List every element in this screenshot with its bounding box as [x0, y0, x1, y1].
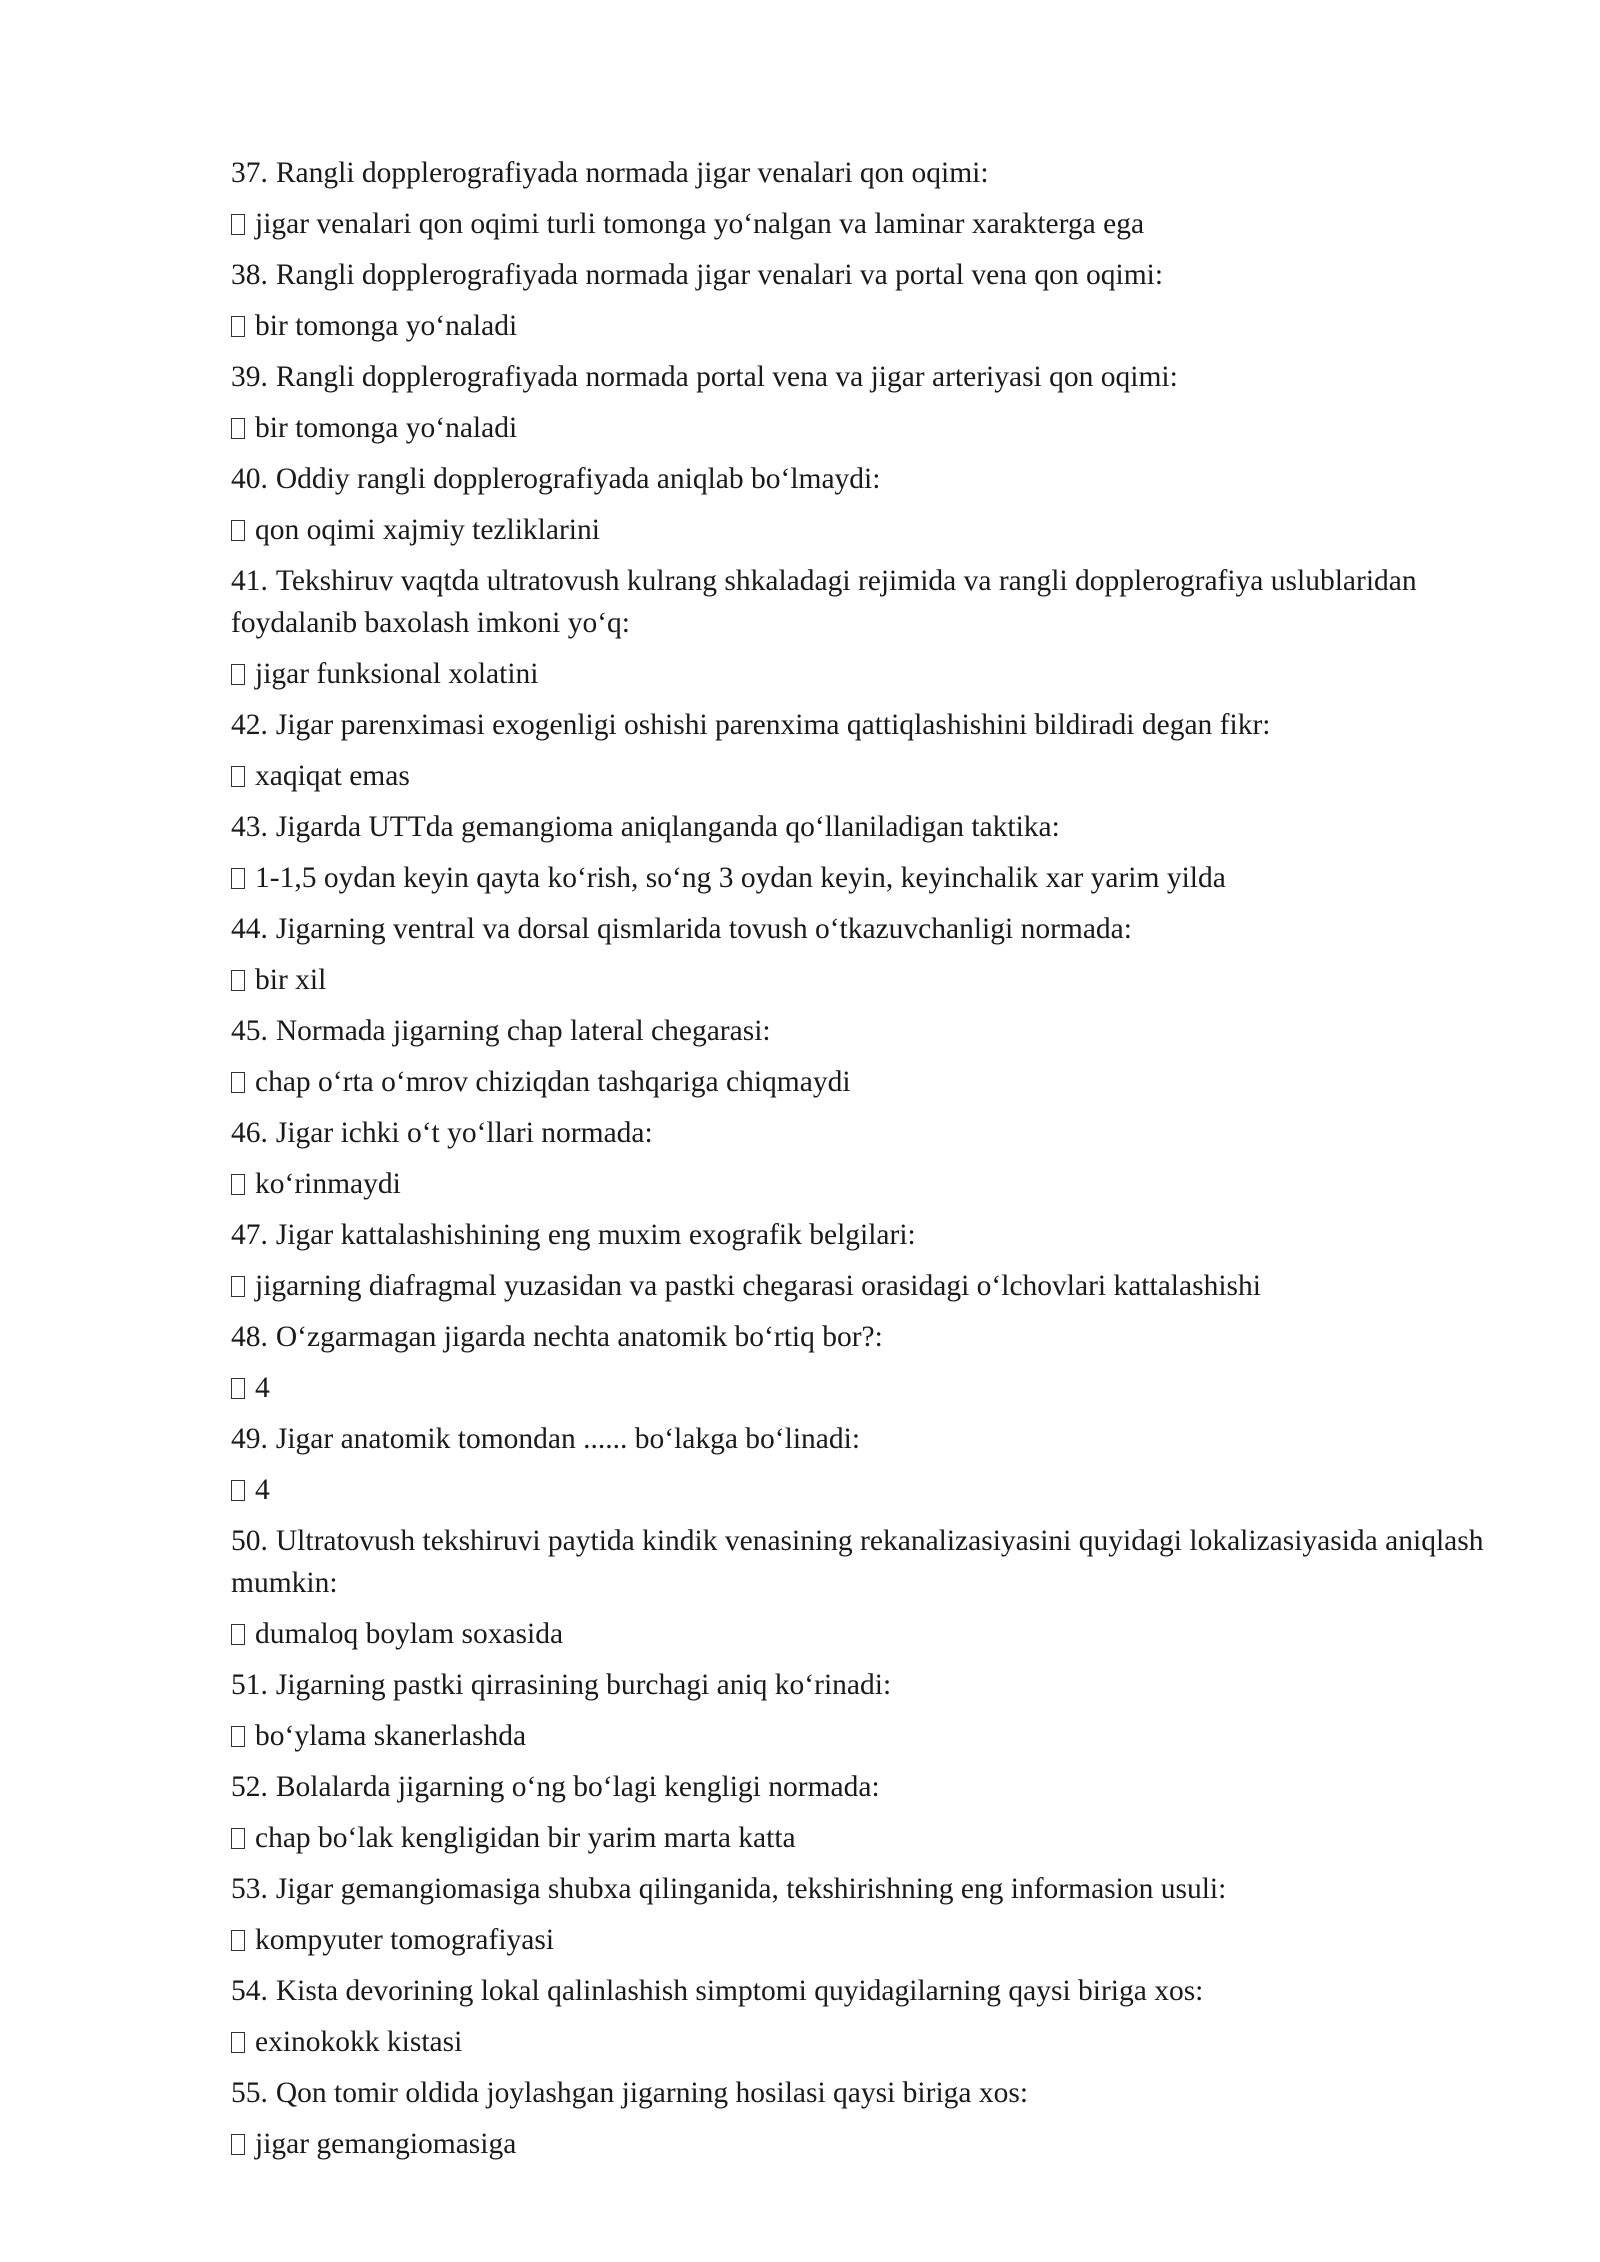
question-text — [231, 2068, 1511, 2119]
answer-box-icon — [231, 214, 245, 235]
question-label: Rangli dopplerografiyada normada jigar venalari qon oqimi: — [275, 157, 989, 189]
answer-box-icon — [231, 418, 245, 439]
answer-line — [231, 403, 1511, 454]
question-label: Jigar gemangiomasiga shubxa qilinganida, tekshirishning eng informasion usuli: — [275, 1873, 1227, 1905]
answer-text: bir tomonga yo‘naladi — [255, 310, 518, 342]
answer-line — [231, 1159, 1511, 1210]
question-text — [231, 1864, 1511, 1915]
question-number: 53. — [231, 1873, 268, 1905]
answer-text: chap o‘rta o‘mrov chiziqdan tashqariga chiqmaydi — [255, 1066, 851, 1098]
question-text — [231, 454, 1511, 505]
question-label: Jigarning pastki qirrasining burchagi aniq ko‘rinadi: — [275, 1669, 892, 1701]
answer-box-icon — [231, 766, 245, 787]
question-number: 40. — [231, 463, 268, 495]
question-label: O‘zgarmagan jigarda nechta anatomik bo‘rtiq bor?: — [275, 1321, 883, 1353]
answer-text: kompyuter tomografiyasi — [255, 1924, 555, 1956]
question-block — [231, 904, 1511, 1006]
question-number: 52. — [231, 1771, 268, 1803]
answer-line — [231, 301, 1511, 352]
question-number: 42. — [231, 709, 268, 741]
answer-box-icon — [231, 520, 245, 541]
answer-text: 1-1,5 oydan keyin qayta ko‘rish, so‘ng 3 oydan keyin, keyinchalik xar yarim yilda — [255, 862, 1226, 894]
question-number: 48. — [231, 1321, 268, 1353]
question-label: Qon tomir oldida joylashgan jigarning hosilasi qaysi biriga xos: — [275, 2077, 1029, 2109]
question-label: Bolalarda jigarning o‘ng bo‘lagi kengligi normada: — [275, 1771, 880, 1803]
answer-box-icon — [231, 1726, 245, 1747]
answer-box-icon — [231, 1276, 245, 1297]
question-text — [231, 148, 1511, 199]
question-number: 37. — [231, 157, 268, 189]
question-label: Jigar kattalashishining eng muxim exografik belgilari: — [275, 1219, 916, 1251]
question-number: 47. — [231, 1219, 268, 1251]
question-number: 44. — [231, 913, 268, 945]
answer-box-icon — [231, 2134, 245, 2155]
question-label: Jigarda UTTda gemangioma aniqlanganda qo‘llaniladigan taktika: — [275, 811, 1060, 843]
question-number: 41. — [231, 565, 268, 597]
question-number: 46. — [231, 1117, 268, 1149]
answer-line — [231, 2017, 1511, 2068]
answer-text: ko‘rinmaydi — [255, 1168, 401, 1200]
question-text — [231, 250, 1511, 301]
question-text — [231, 1966, 1511, 2017]
question-label: Jigar parenximasi exogenligi oshishi parenxima qattiqlashishini bildiradi degan fikr: — [275, 709, 1271, 741]
question-label: Tekshiruv vaqtda ultratovush kulrang shkaladagi rejimida va rangli dopplerografiya uslublaridan foydalanib baxolash imkoni yo‘q: — [231, 565, 1417, 639]
question-block — [231, 1210, 1511, 1312]
question-number: 50. — [231, 1525, 268, 1557]
question-number: 49. — [231, 1423, 268, 1455]
question-block — [231, 1108, 1511, 1210]
question-text — [231, 802, 1511, 853]
answer-box-icon — [231, 2032, 245, 2053]
question-list — [231, 148, 1511, 2170]
question-block — [231, 454, 1511, 556]
question-number: 54. — [231, 1975, 268, 2007]
question-block — [231, 1762, 1511, 1864]
answer-text: 4 — [255, 1474, 270, 1506]
question-label: Oddiy rangli dopplerografiyada aniqlab bo‘lmaydi: — [275, 463, 881, 495]
question-text — [231, 1414, 1511, 1465]
answer-line — [231, 955, 1511, 1006]
question-label: Jigar ichki o‘t yo‘llari normada: — [275, 1117, 653, 1149]
question-block — [231, 1864, 1511, 1966]
answer-box-icon — [231, 664, 245, 685]
answer-text: qon oqimi xajmiy tezliklarini — [255, 514, 600, 546]
answer-text: chap bo‘lak kengligidan bir yarim marta katta — [255, 1822, 796, 1854]
answer-line — [231, 853, 1511, 904]
question-label: Rangli dopplerografiyada normada jigar venalari va portal vena qon oqimi: — [275, 259, 1164, 291]
answer-line — [231, 199, 1511, 250]
question-text — [231, 1516, 1511, 1609]
question-number: 55. — [231, 2077, 268, 2109]
question-block — [231, 1414, 1511, 1516]
answer-line — [231, 1261, 1511, 1312]
answer-line — [231, 1915, 1511, 1966]
question-text — [231, 556, 1511, 649]
answer-box-icon — [231, 316, 245, 337]
answer-box-icon — [231, 1378, 245, 1399]
question-block — [231, 1966, 1511, 2068]
answer-line — [231, 505, 1511, 556]
answer-line — [231, 1363, 1511, 1414]
question-text — [231, 352, 1511, 403]
question-text — [231, 1006, 1511, 1057]
question-text — [231, 904, 1511, 955]
question-number: 39. — [231, 361, 268, 393]
question-text — [231, 1108, 1511, 1159]
answer-text: jigar venalari qon oqimi turli tomonga yo‘nalgan va laminar xarakterga ega — [255, 208, 1145, 240]
question-block — [231, 802, 1511, 904]
answer-text: dumaloq boylam soxasida — [255, 1618, 564, 1650]
question-text — [231, 1210, 1511, 1261]
answer-text: jigar gemangiomasiga — [255, 2128, 517, 2160]
answer-box-icon — [231, 1624, 245, 1645]
question-number: 43. — [231, 811, 268, 843]
question-text — [231, 700, 1511, 751]
question-block — [231, 1312, 1511, 1414]
question-block — [231, 700, 1511, 802]
answer-box-icon — [231, 868, 245, 889]
answer-text: bir xil — [255, 964, 327, 996]
question-text — [231, 1762, 1511, 1813]
question-text — [231, 1660, 1511, 1711]
answer-line — [231, 1609, 1511, 1660]
question-label: Rangli dopplerografiyada normada portal vena va jigar arteriyasi qon oqimi: — [275, 361, 1178, 393]
answer-text: bo‘ylama skanerlashda — [255, 1720, 527, 1752]
question-label: Jigarning ventral va dorsal qismlarida tovush o‘tkazuvchanligi normada: — [275, 913, 1132, 945]
answer-text: exinokokk kistasi — [255, 2026, 463, 2058]
answer-box-icon — [231, 970, 245, 991]
answer-line — [231, 1711, 1511, 1762]
question-number: 45. — [231, 1015, 268, 1047]
question-block — [231, 148, 1511, 250]
answer-text: 4 — [255, 1372, 270, 1404]
answer-text: jigarning diafragmal yuzasidan va pastki chegarasi orasidagi o‘lchovlari kattalashishi — [255, 1270, 1261, 1302]
question-block — [231, 556, 1511, 700]
answer-box-icon — [231, 1174, 245, 1195]
question-text — [231, 1312, 1511, 1363]
question-label: Ultratovush tekshiruvi paytida kindik venasining rekanalizasiyasini quyidagi lokalizasiyasida aniqlash mumkin: — [231, 1525, 1484, 1599]
question-block — [231, 1516, 1511, 1660]
question-block — [231, 2068, 1511, 2170]
answer-text: jigar funksional xolatini — [255, 658, 539, 690]
answer-box-icon — [231, 1930, 245, 1951]
question-number: 38. — [231, 259, 268, 291]
question-block — [231, 352, 1511, 454]
answer-line — [231, 1465, 1511, 1516]
answer-box-icon — [231, 1072, 245, 1093]
question-label: Jigar anatomik tomondan ...... bo‘lakga bo‘linadi: — [275, 1423, 861, 1455]
answer-line — [231, 1813, 1511, 1864]
answer-box-icon — [231, 1828, 245, 1849]
answer-text: bir tomonga yo‘naladi — [255, 412, 518, 444]
question-block — [231, 1006, 1511, 1108]
question-block — [231, 250, 1511, 352]
question-block — [231, 1660, 1511, 1762]
answer-box-icon — [231, 1480, 245, 1501]
question-number: 51. — [231, 1669, 268, 1701]
answer-line — [231, 751, 1511, 802]
question-label: Normada jigarning chap lateral chegarasi: — [275, 1015, 771, 1047]
answer-line — [231, 649, 1511, 700]
answer-line — [231, 1057, 1511, 1108]
answer-line — [231, 2119, 1511, 2170]
question-label: Kista devorining lokal qalinlashish simptomi quyidagilarning qaysi biriga xos: — [275, 1975, 1204, 2007]
answer-text: xaqiqat emas — [255, 760, 410, 792]
